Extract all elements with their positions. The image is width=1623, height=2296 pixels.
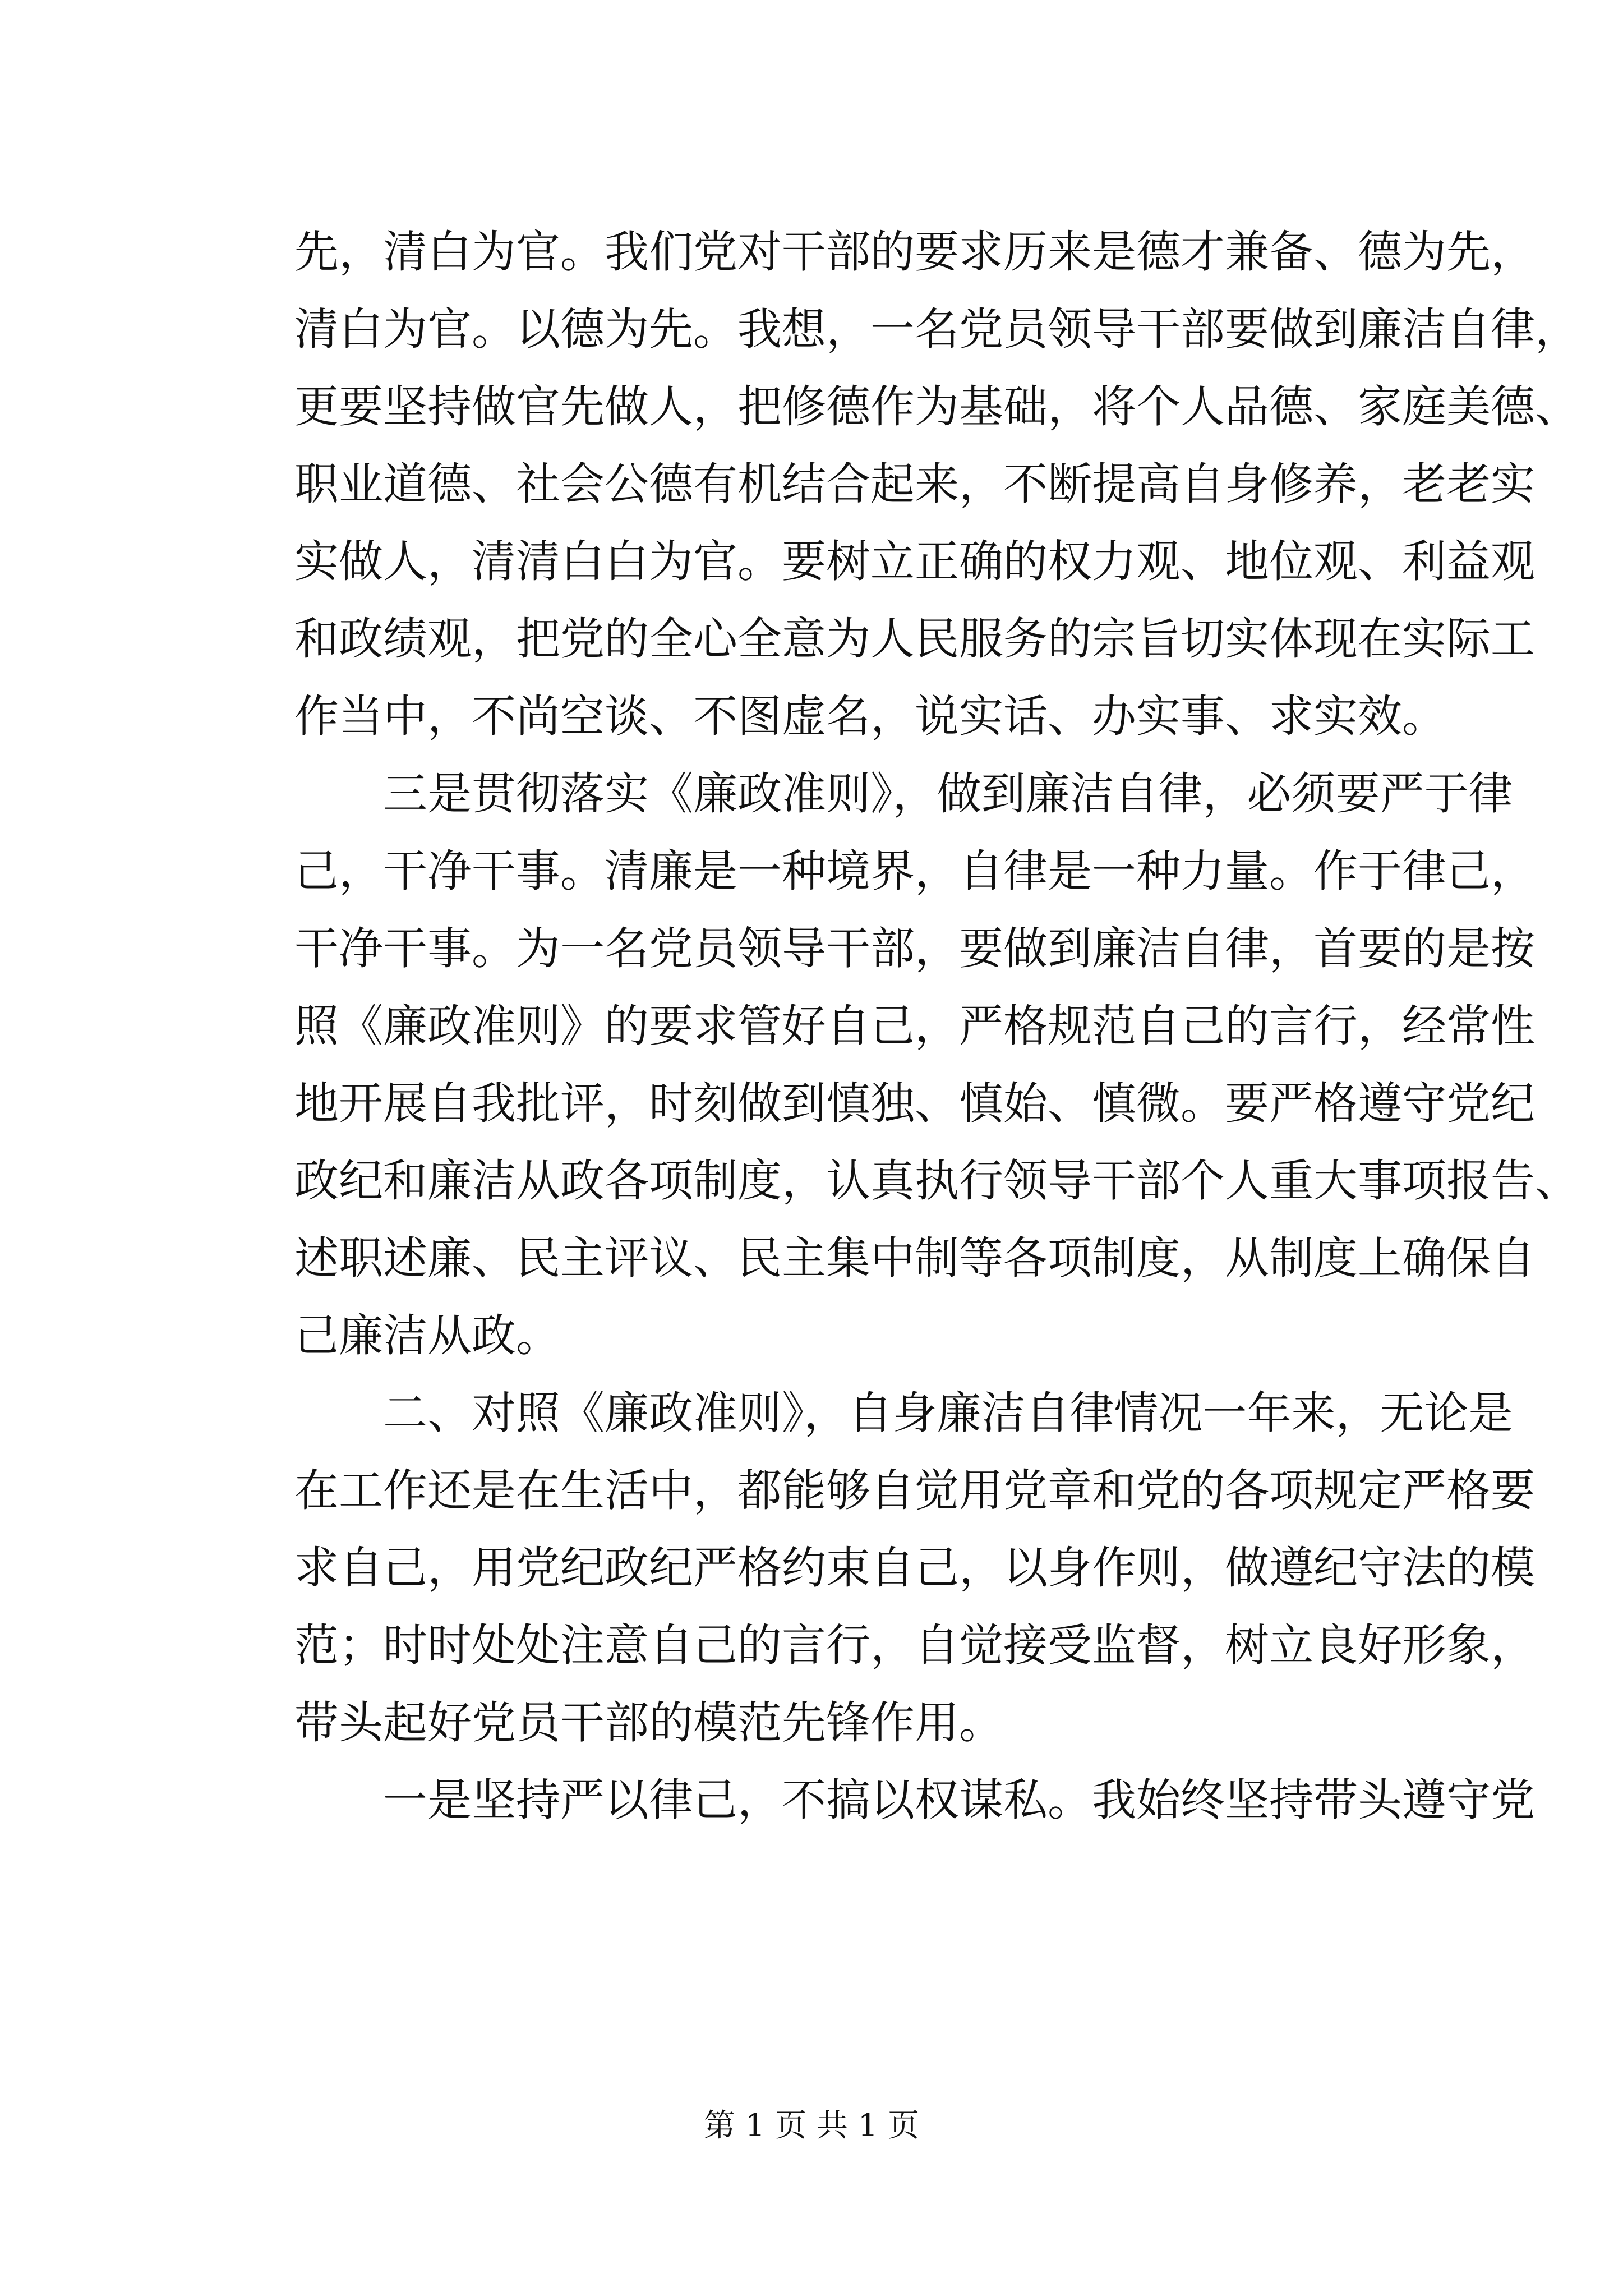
text-line: 照《廉政准则》的要求管好自己，严格规范自己的言行，经常性 xyxy=(294,1000,1535,1052)
text-line: 三是贯彻落实《廉政准则》，做到廉洁自律，必须要严于律 xyxy=(383,768,1513,820)
text-line: 求自己，用党纪政纪严格约束自己，以身作则，做遵纪守法的模 xyxy=(294,1542,1535,1594)
page-footer: 第 1 页 共 1 页 xyxy=(703,2108,920,2144)
document-body xyxy=(294,213,1579,1839)
text-line: 实做人，清清白白为官。要树立正确的权力观、地位观、利益观 xyxy=(294,536,1535,587)
text-line: 政纪和廉洁从政各项制度，认真执行领导干部个人重大事项报告、 xyxy=(294,1155,1579,1207)
text-line: 二、对照《廉政准则》，自身廉洁自律情况一年来，无论是 xyxy=(383,1387,1513,1439)
text-line: 己廉洁从政。 xyxy=(294,1310,560,1361)
text-line: 范；时时处处注意自己的言行，自觉接受监督，树立良好形象， xyxy=(294,1619,1535,1671)
text-line: 干净干事。为一名党员领导干部，要做到廉洁自律，首要的是按 xyxy=(294,923,1535,974)
text-line: 一是坚持严以律己，不搞以权谋私。我始终坚持带头遵守党 xyxy=(383,1774,1535,1826)
text-line: 更要坚持做官先做人，把修德作为基础，将个人品德、家庭美德、 xyxy=(294,381,1579,432)
text-line: 地开展自我批评，时刻做到慎独、慎始、慎微。要严格遵守党纪 xyxy=(294,1078,1535,1129)
text-line: 和政绩观，把党的全心全意为人民服务的宗旨切实体现在实际工 xyxy=(294,613,1535,665)
text-line: 述职述廉、民主评议、民主集中制等各项制度，从制度上确保自 xyxy=(294,1232,1535,1284)
text-line: 清白为官。以德为先。我想，一名党员领导干部要做到廉洁自律， xyxy=(294,303,1579,355)
text-line: 作当中，不尚空谈、不图虚名，说实话、办实事、求实效。 xyxy=(294,691,1446,742)
text-line: 在工作还是在生活中，都能够自觉用党章和党的各项规定严格要 xyxy=(294,1465,1535,1516)
text-line: 带头起好党员干部的模范先锋作用。 xyxy=(294,1697,1003,1749)
text-line: 己，干净干事。清廉是一种境界，自律是一种力量。作于律己， xyxy=(294,845,1535,897)
text-line: 先，清白为官。我们党对干部的要求历来是德才兼备、德为先， xyxy=(294,226,1535,278)
text-line: 职业道德、社会公德有机结合起来，不断提高自身修养，老老实 xyxy=(294,458,1535,510)
